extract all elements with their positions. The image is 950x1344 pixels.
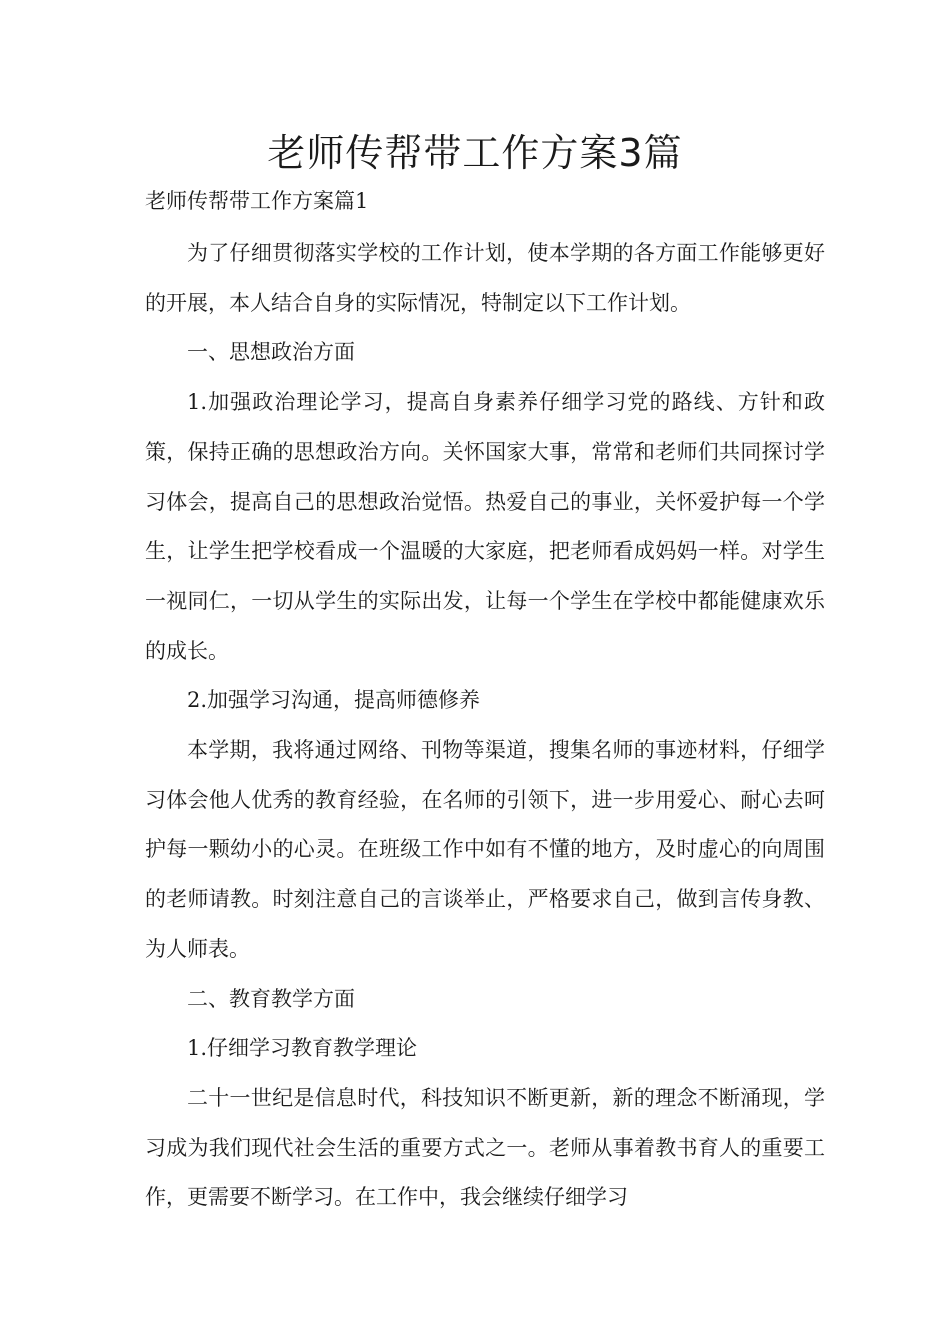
subheading-theory: 1.仔细学习教育教学理论 xyxy=(187,1036,418,1061)
document-body xyxy=(145,229,825,1223)
paragraph-theory: 二十一世纪是信息时代，科技知识不断更新，新的理念不断涌现，学习成为我们现代社会生活的重要方式之一。老师从事着教书育人的重要工作，更需要不断学习。在工作中，我会继续仔细学习 xyxy=(145,1085,825,1210)
paragraph-political-study: 1.加强政治理论学习，提高自身素养仔细学习党的路线、方针和政策，保持正确的思想政治方向。关怀国家大事，常常和老师们共同探讨学习体会，提高自己的思想政治觉悟。热爱自己的事业，关怀爱护每一个学生，让学生把学校看成一个温暖的大家庭，把老师看成妈妈一样。对学生一视同仁，一切从学生的实际出发，让每一个学生在学校中都能健康欢乐的成长。 xyxy=(145,390,825,663)
subheading-communication: 2.加强学习沟通，提高师德修养 xyxy=(187,688,481,713)
section-heading-teaching: 二、教育教学方面 xyxy=(187,986,355,1011)
document-title: 老师传帮带工作方案3篇 xyxy=(267,131,683,175)
paragraph-communication: 本学期，我将通过网络、刊物等渠道，搜集名师的事迹材料，仔细学习体会他人优秀的教育经验，在名师的引领下，进一步用爱心、耐心去呵护每一颗幼小的心灵。在班级工作中如有不懂的地方，及时虚心的向周围的老师请教。时刻注意自己的言谈举止，严格要求自己，做到言传身教、为人师表。 xyxy=(145,738,825,961)
paragraph-intro: 为了仔细贯彻落实学校的工作计划，使本学期的各方面工作能够更好的开展，本人结合自身的实际情况，特制定以下工作计划。 xyxy=(145,241,825,315)
document-subtitle: 老师传帮带工作方案篇1 xyxy=(145,189,369,213)
section-heading-political: 一、思想政治方面 xyxy=(187,340,355,365)
